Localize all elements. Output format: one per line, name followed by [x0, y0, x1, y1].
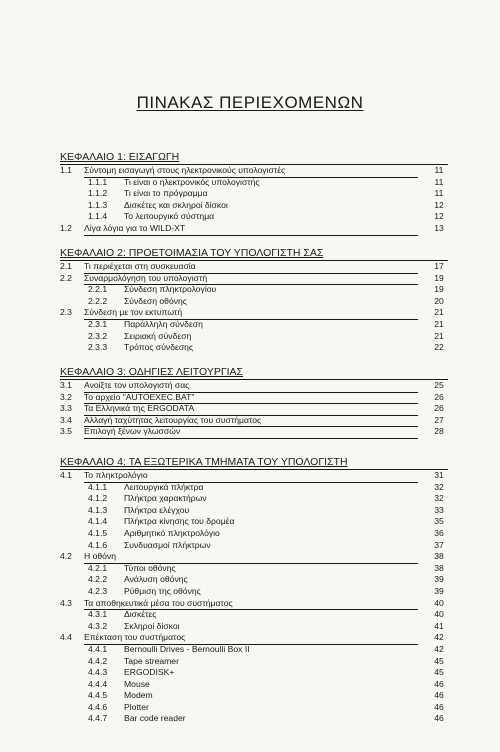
- toc-entry-page: 46: [434, 678, 444, 689]
- toc-entry-number: 1.1.3: [88, 199, 108, 210]
- toc-entry: [60, 392, 448, 404]
- toc-entry: [60, 632, 448, 644]
- toc-entry-page: 32: [434, 493, 444, 504]
- toc-entry-number: 4.1.2: [88, 493, 108, 504]
- toc-entry-page: 31: [434, 470, 444, 480]
- toc-entry: [60, 273, 448, 285]
- toc-entry-title: Τα αποθηκευτικά μέσα του συστήματος: [84, 598, 418, 611]
- toc-entry-number: 3.3: [60, 403, 72, 414]
- toc-entry-page: 11: [434, 176, 444, 187]
- toc-entry-title: Αριθμητικό πληκτρολόγιο: [124, 527, 220, 538]
- toc-entry-title: Ανοίξτε τον υπολογιστή σας: [84, 380, 418, 393]
- toc-entry: [60, 713, 448, 725]
- toc-entry-title: Τα Ελληνικά της ERGODATA: [84, 403, 418, 416]
- toc-entry-number: 4.4: [60, 632, 72, 643]
- toc-entry: [60, 690, 448, 702]
- chapter-title: ΚΕΦΑΛΑΙΟ 2: ΠΡΟΕΤΟΙΜΑΣΙΑ ΤΟΥ ΥΠΟΛΟΓΙΣΤΗ ΣΑΣ: [60, 246, 448, 261]
- toc-entry-page: 33: [434, 504, 444, 515]
- toc-entry-title: Τι είναι το πρόγραμμα: [124, 188, 208, 199]
- toc-entry-number: 4.4.2: [88, 655, 108, 666]
- toc-entry-title: Η οθόνη: [84, 551, 418, 564]
- toc-entry-page: 26: [434, 391, 444, 402]
- toc-entry: [60, 702, 448, 714]
- toc-entry-title: Σύνδεση με τον εκτυπωτή: [84, 307, 418, 320]
- chapter-1: [60, 150, 448, 235]
- toc-entry: [60, 656, 448, 668]
- toc-entry-number: 3.2: [60, 391, 72, 402]
- toc-entry-title: Συναρμολόγηση του υπολογιστή: [84, 273, 418, 286]
- toc-entry-page: 42: [434, 632, 444, 643]
- toc-entry-number: 1.1: [60, 165, 72, 175]
- toc-entry-title: Modem: [124, 690, 153, 701]
- toc-entry-page: 41: [434, 620, 444, 631]
- toc-entry-number: 1.1.4: [88, 211, 108, 222]
- toc-entry-title: Συνδυασμοί πλήκτρων: [124, 539, 211, 550]
- toc-entry: [60, 470, 448, 482]
- toc-entry: [60, 223, 448, 235]
- toc-entry-title: Σύνδεση πληκτρολογίου: [124, 284, 217, 295]
- toc-entry-number: 4.1.1: [88, 481, 108, 492]
- toc-entry-number: 4.1.4: [88, 516, 108, 527]
- toc-entry-number: 2.3: [60, 307, 72, 318]
- toc-entry: [60, 165, 448, 177]
- toc-entry-page: 46: [434, 701, 444, 712]
- toc-entry-number: 4.1.5: [88, 527, 108, 538]
- toc-entry: [60, 598, 448, 610]
- toc-entry: [60, 528, 448, 540]
- toc-entry: [60, 211, 448, 223]
- toc-entry-number: 4.4.7: [88, 713, 108, 724]
- toc-entry-page: 21: [434, 330, 444, 341]
- toc-entry: [60, 482, 448, 494]
- toc-entry-number: 2.2.1: [88, 284, 108, 295]
- toc-entry-number: 4.4.6: [88, 701, 108, 712]
- toc-entry: [60, 188, 448, 200]
- chapter-2: [60, 246, 448, 354]
- toc-entry: [60, 505, 448, 517]
- toc-entry-page: 28: [434, 426, 444, 437]
- toc-entry: [60, 540, 448, 552]
- toc-entry-title: Σύνδεση οθόνης: [124, 295, 187, 306]
- toc-entry: [60, 667, 448, 679]
- toc-entry-page: 37: [434, 539, 444, 550]
- toc-entry-page: 19: [434, 272, 444, 283]
- toc-entry: [60, 284, 448, 296]
- toc-entry-number: 2.3.1: [88, 318, 108, 329]
- toc-entry-title: Σύντομη εισαγωγή στους ηλεκτρονικούς υπολογιστές: [84, 165, 418, 178]
- toc-entry: [60, 551, 448, 563]
- toc-entry-number: 1.1.2: [88, 188, 108, 199]
- toc-entry-title: Επιλογή ξένων γλωσσών: [84, 426, 418, 439]
- toc-entry-page: 45: [434, 667, 444, 678]
- toc-entry: [60, 426, 448, 438]
- chapter-title: ΚΕΦΑΛΑΙΟ 1: ΕΙΣΑΓΩΓΗ: [60, 150, 448, 165]
- toc-entry-page: 27: [434, 414, 444, 425]
- toc-entry-number: 4.3.1: [88, 609, 108, 620]
- toc-entry: [60, 563, 448, 575]
- toc-entry-title: Πλήκτρα χαρακτήρων: [124, 493, 207, 504]
- toc-entry-title: Τρόπος σύνδεσης: [124, 342, 194, 353]
- toc-entry-number: 4.2: [60, 551, 72, 562]
- toc-entry-page: 21: [434, 307, 444, 318]
- toc-entry-title: Ρύθμιση της οθόνης: [124, 585, 201, 596]
- toc-entry-title: Bernoulli Drives - Bernoulli Box II: [124, 643, 250, 654]
- toc-entry: [60, 307, 448, 319]
- toc-entry-title: Λίγα λόγια για το WILD-XT: [84, 223, 418, 236]
- toc-entry-title: Το αρχείο "AUTOEXEC.BAT": [84, 392, 418, 405]
- toc-entry-title: Αλλαγή ταχύτητας λειτουργίας του συστήματος: [84, 415, 418, 428]
- toc-entry-page: 42: [434, 643, 444, 654]
- toc-entry-page: 39: [434, 585, 444, 596]
- toc-entry-page: 38: [434, 551, 444, 562]
- chapter-title: ΚΕΦΑΛΑΙΟ 3: ΟΔΗΓΙΕΣ ΛΕΙΤΟΥΡΓΙΑΣ: [60, 365, 448, 380]
- toc-entry-page: 40: [434, 609, 444, 620]
- chapter-3: [60, 365, 448, 438]
- toc-entry-title: Mouse: [124, 678, 150, 689]
- toc-entry: [60, 493, 448, 505]
- toc-entry-number: 4.1.6: [88, 539, 108, 550]
- toc-entry-number: 4.4.5: [88, 690, 108, 701]
- toc-entry: [60, 644, 448, 656]
- toc-entry-page: 38: [434, 562, 444, 573]
- toc-entry-title: ERGODISK+: [124, 667, 175, 678]
- toc-entry-page: 32: [434, 481, 444, 492]
- toc-entry-title: Σειριακή σύνδεση: [124, 330, 192, 341]
- toc-entry-page: 12: [434, 211, 444, 222]
- toc-entry-page: 21: [434, 318, 444, 329]
- toc-entry: [60, 415, 448, 427]
- toc-entry-title: Plotter: [124, 701, 149, 712]
- toc-entry: [60, 586, 448, 598]
- toc-entry-title: Σκληροί δίσκοι: [124, 620, 180, 631]
- toc-entry-page: 46: [434, 713, 444, 724]
- toc-entry: [60, 380, 448, 392]
- toc-entry-page: 46: [434, 690, 444, 701]
- toc-entry-number: 1.2: [60, 222, 72, 233]
- toc-entry-page: 22: [434, 342, 444, 353]
- toc-entry: [60, 200, 448, 212]
- toc-entry-number: 2.1: [60, 261, 72, 271]
- toc-entry-page: 39: [434, 574, 444, 585]
- page-title: ΠΙΝΑΚΑΣ ΠΕΡΙΕΧΟΜΕΝΩΝ: [136, 93, 364, 112]
- toc-entry-number: 4.4.1: [88, 643, 108, 654]
- toc-entry: [60, 342, 448, 354]
- toc-entry-number: 4.4.3: [88, 667, 108, 678]
- toc-entry-title: Τι περιέχεται στη συσκευασία: [84, 261, 418, 274]
- toc-entry-page: 19: [434, 284, 444, 295]
- toc-entry-title: Το πληκτρολόγιο: [84, 470, 418, 483]
- toc-entry-number: 4.2.2: [88, 574, 108, 585]
- toc-entry-number: 3.4: [60, 414, 72, 425]
- toc-entry-title: Πλήκτρα ελέγχου: [124, 504, 190, 515]
- toc-entry-title: Πλήκτρα κίνησης του δρομέα: [124, 516, 235, 527]
- toc-entry-number: 4.3: [60, 597, 72, 608]
- toc-entry: [60, 296, 448, 308]
- toc-entry-page: 35: [434, 516, 444, 527]
- toc-entry-title: Τι είναι ο ηλεκτρονικός υπολογιστής: [124, 176, 260, 187]
- toc-entry-page: 25: [434, 380, 444, 390]
- toc-entry-page: 20: [434, 295, 444, 306]
- toc-entry-number: 4.3.2: [88, 620, 108, 631]
- toc-entry-title: Bar code reader: [124, 713, 186, 724]
- toc-entry-number: 4.4.4: [88, 678, 108, 689]
- toc-entry-title: Τύποι οθόνης: [124, 562, 176, 573]
- chapter-4: [60, 455, 448, 725]
- toc-entry-title: Tape streamer: [124, 655, 179, 666]
- toc-entry-page: 13: [434, 222, 444, 233]
- toc-entry-title: Λειτουργικά πλήκτρα: [124, 481, 204, 492]
- toc-entry-number: 2.3.3: [88, 342, 108, 353]
- toc-entry-page: 17: [434, 261, 444, 271]
- toc-entry: [60, 621, 448, 633]
- toc-entry-number: 4.1.3: [88, 504, 108, 515]
- toc-entry-number: 2.2: [60, 272, 72, 283]
- toc-entry: [60, 403, 448, 415]
- toc-entry-number: 4.2.3: [88, 585, 108, 596]
- toc-entry-title: Το λειτουργικό σύστημα: [124, 211, 215, 222]
- toc-entry-page: 11: [434, 188, 444, 199]
- toc-entry-page: 45: [434, 655, 444, 666]
- toc-entry-page: 26: [434, 403, 444, 414]
- toc-entry-title: Δισκέτες και σκληροί δίσκοι: [124, 199, 228, 210]
- toc-entry-number: 4.2.1: [88, 562, 108, 573]
- toc-entry-number: 2.3.2: [88, 330, 108, 341]
- toc-entry-page: 40: [434, 597, 444, 608]
- toc-entry: [60, 574, 448, 586]
- toc-entry-title: Παράλληλη σύνδεση: [124, 318, 203, 329]
- toc-entry: [60, 319, 448, 331]
- toc-entry-title: Ανάλυση οθόνης: [124, 574, 188, 585]
- toc-entry-page: 11: [434, 165, 444, 175]
- toc-entry-number: 3.5: [60, 426, 72, 437]
- toc-entry-number: 3.1: [60, 380, 72, 390]
- toc-entry-number: 4.1: [60, 470, 72, 480]
- toc-entry: [60, 261, 448, 273]
- toc-entry: [60, 331, 448, 343]
- toc-entry-page: 36: [434, 527, 444, 538]
- toc-entry-number: 1.1.1: [88, 176, 108, 187]
- toc-entry-title: Δισκέτες: [124, 609, 157, 620]
- toc-entry-number: 2.2.2: [88, 295, 108, 306]
- toc-entry-page: 12: [434, 199, 444, 210]
- toc-entry: [60, 679, 448, 691]
- toc-entry-title: Επέκταση του συστήματος: [84, 632, 418, 645]
- chapter-title: ΚΕΦΑΛΑΙΟ 4: ΤΑ ΕΞΩΤΕΡΙΚΑ ΤΜΗΜΑΤΑ ΤΟΥ ΥΠΟΛΟΓΙΣΤΗ: [60, 455, 448, 470]
- toc-entry: [60, 609, 448, 621]
- toc-entry: [60, 516, 448, 528]
- toc-entry: [60, 177, 448, 189]
